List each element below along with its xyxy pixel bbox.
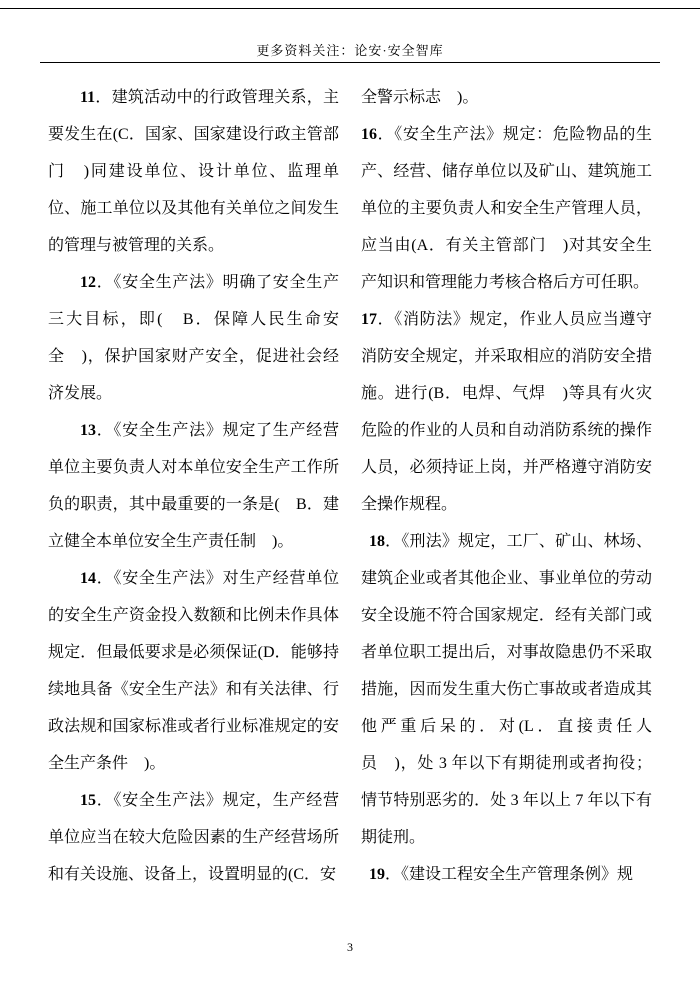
left-column [48, 79, 339, 893]
question-13-paragraph [48, 412, 339, 560]
top-border-rule [0, 8, 700, 9]
question-16-number: 16 [361, 126, 377, 143]
question-16-text: ．《安全生产法》规定：危险物品的生产、经营、储存单位以及矿山、建筑施工单位的主要负责人和安全生产管理人员，应当由(A．有关主管部门 )对其安全生产知识和管理能力考核合格后方可任职。 [361, 126, 652, 291]
question-15-continuation-text: 全警示标志 )。 [361, 89, 479, 106]
question-18-paragraph [361, 523, 652, 856]
question-14-number: 14 [80, 570, 96, 587]
question-15-number: 15 [80, 792, 96, 809]
question-12-paragraph [48, 264, 339, 412]
question-11-paragraph [48, 79, 339, 264]
question-12-text: ．《安全生产法》明确了安全生产三大目标，即( B．保障人民生命安全 )，保护国家财产安全，促进社会经济发展。 [48, 274, 339, 402]
question-18-number: 18 [369, 533, 385, 550]
question-16-paragraph [361, 116, 652, 301]
question-13-text: ．《安全生产法》规定了生产经营单位主要负责人对本单位安全生产工作所负的职责，其中最重要的一条是( B．建立健全本单位安全生产责任制 )。 [48, 422, 339, 550]
question-11-number: 11 [80, 89, 96, 106]
question-14-paragraph [48, 560, 339, 782]
question-17-number: 17 [361, 311, 377, 328]
page-number: 3 [347, 940, 353, 954]
question-15-text: ．《安全生产法》规定，生产经营单位应当在较大危险因素的生产经营场所和有关设施、设备上，设置明显的(C．安 [48, 792, 339, 883]
question-18-text: ．《刑法》规定，工厂、矿山、林场、建筑企业或者其他企业、事业单位的劳动安全设施不符合国家规定．经有关部门或者单位职工提出后，对事故隐患仍不采取措施，因而发生重大伤亡事故或者造成其他严重后呆的．对(L．直接责任人员 )，处 3 年以下有期徒刑或者拘役；情节特别恶劣的．处 3 年以上 7 年以下有期徒刑。 [361, 533, 652, 846]
right-column [361, 79, 652, 893]
two-column-body [48, 79, 652, 893]
header-underline-rule [40, 62, 660, 63]
question-19-text: ．《建设工程安全生产管理条例》规 [385, 866, 634, 883]
page-header: 更多资料关注：论安·安全智库 [256, 43, 444, 58]
question-17-text: ．《消防法》规定，作业人员应当遵守消防安全规定，并采取相应的消防安全措施。进行(B．电焊、气焊 )等具有火灾危险的作业的人员和自动消防系统的操作人员，必须持证上岗，并严格遵守消防安全操作规程。 [361, 311, 652, 513]
question-13-number: 13 [80, 422, 96, 439]
question-15-continuation [361, 79, 652, 116]
question-15-paragraph [48, 782, 339, 893]
question-12-number: 12 [80, 274, 96, 291]
question-19-number: 19 [369, 866, 385, 883]
question-17-paragraph [361, 301, 652, 523]
question-11-text: ．建筑活动中的行政管理关系，主要发生在(C．国家、国家建设行政主管部门 )同建设单位、设计单位、监理单位、施工单位以及其他有关单位之间发生的管理与被管理的关系。 [48, 89, 339, 254]
question-14-text: ．《安全生产法》对生产经营单位的安全生产资金投入数额和比例未作具体规定．但最低要求是必须保证(D．能够持续地具备《安全生产法》和有关法律、行政法规和国家标准或者行业标准规定的安全生产条件 )。 [48, 570, 339, 772]
question-19-paragraph [361, 856, 652, 893]
